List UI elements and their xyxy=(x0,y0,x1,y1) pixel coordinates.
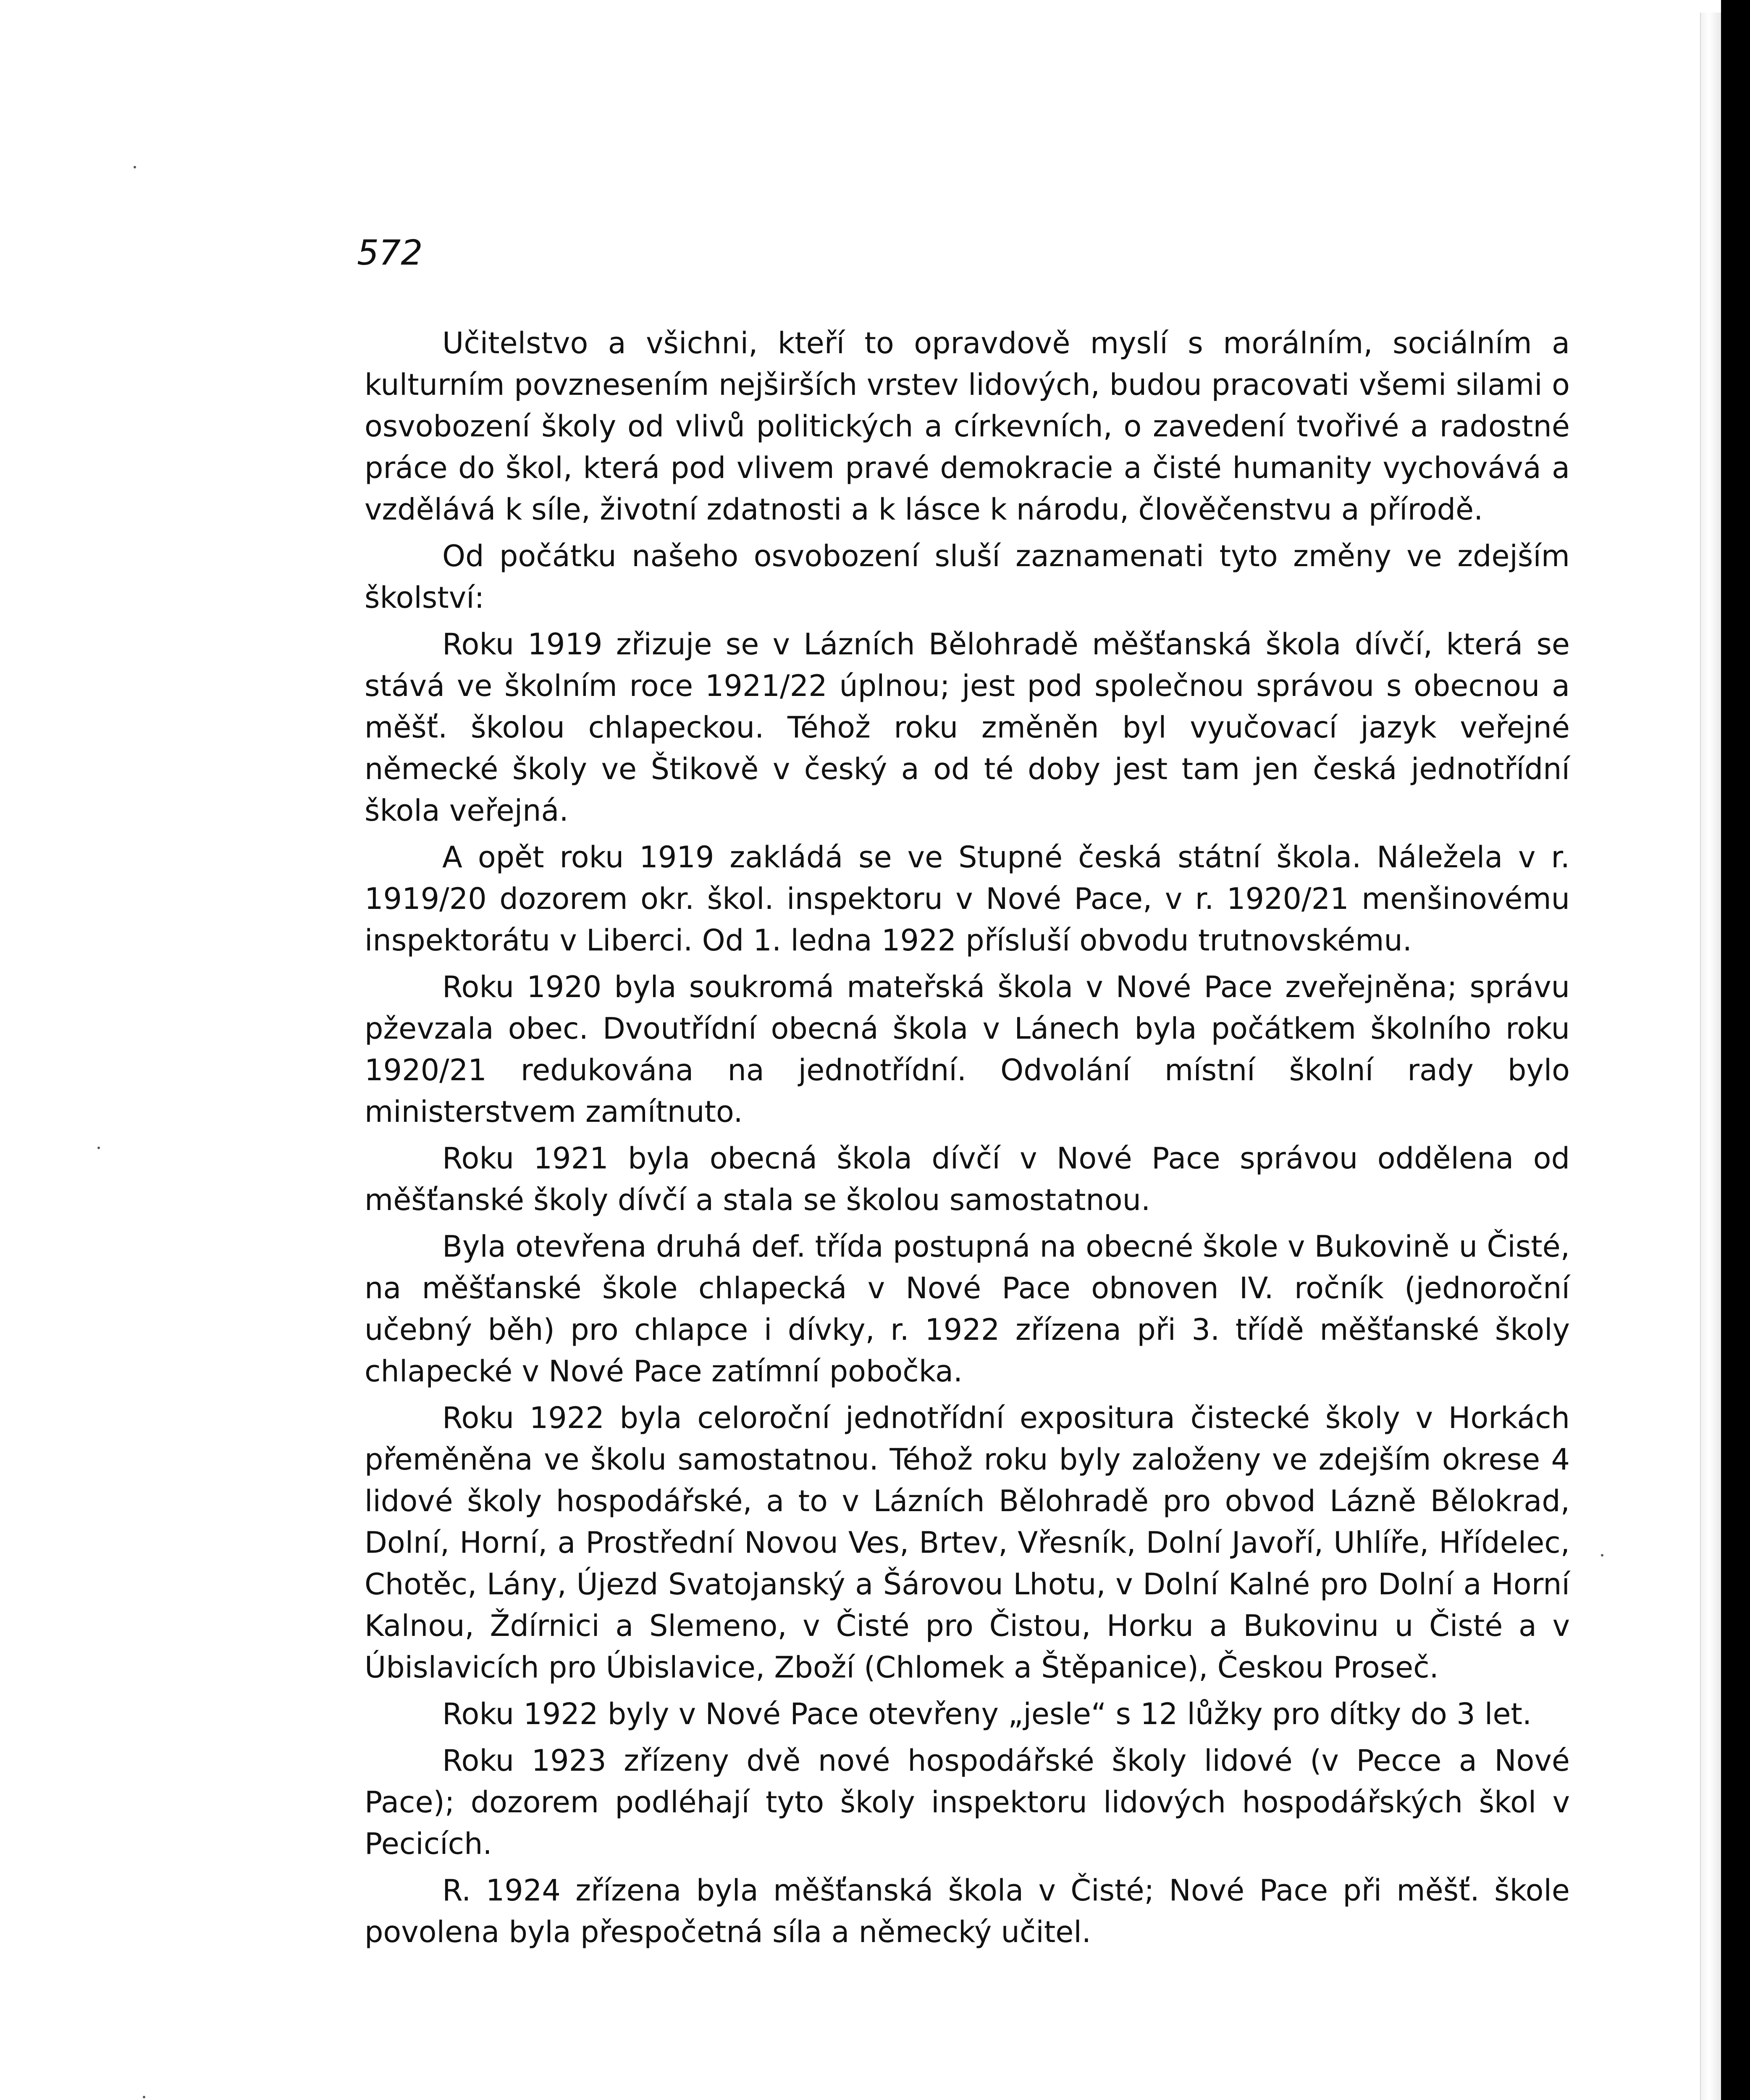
paragraph: Roku 1922 byla celoroční jednotřídní expositura čistecké školy v Horkách přeměněna ve školu samostatnou. Téhož roku byly založeny ve zdejším okrese 4 lidové školy hospodářské, a to v Lázních Bělohradě pro obvod Lázně Bělokrad, Dolní, Horní, a Prostřední Novou Ves, Brtev, Vřesník, Dolní Javoří, Uhlíře, Hřídelec, Chotěc, Lány, Újezd Svatojanský a Šárovou Lhotu, v Dolní Kalné pro Dolní a Horní Kalnou, Ždírnici a Slemeno, v Čisté pro Čistou, Horku a Bukovinu u Čisté a v Úbislavicích pro Úbislavice, Zboží (Chlomek a Štěpanice), Českou Proseč. xyxy=(365,1401,1570,1685)
page-number: 572 xyxy=(357,233,423,273)
paragraph: Roku 1920 byla soukromá mateřská škola v Nové Pace zveřejněna; správu pževzala obec. Dvoutřídní obecná škola v Lánech byla počátkem školního roku 1920/21 redukována na jednotřídní. Odvolání místní školní rady bylo ministerstvem zamítnuto. xyxy=(365,970,1570,1129)
paragraph: Roku 1922 byly v Nové Pace otevřeny „jesle“ s 12 lůžky pro dítky do 3 let. xyxy=(442,1697,1532,1731)
paragraph: Byla otevřena druhá def. třída postupná na obecné škole v Bukovině u Čisté, na měšťanské škole chlapecká v Nové Pace obnoven IV. ročník (jednoroční učebný běh) pro chlapce i dívky, r. 1922 zřízena při 3. třídě měšťanské školy chlapecké v Nové Pace zatímní pobočka. xyxy=(365,1229,1570,1389)
paragraph: A opět roku 1919 zakládá se ve Stupné česká státní škola. Náležela v r. 1919/20 dozorem okr. škol. inspektoru v Nové Pace, v r. 1920/21 menšinovému inspektorátu v Liberci. Od 1. ledna 1922 přísluší obvodu trutnovskému. xyxy=(365,840,1570,958)
paragraph: Učitelstvo a všichni, kteří to opravdově myslí s morálním, sociálním a kulturním povznesením nejširších vrstev lidových, budou pracovati všemi silami o osvobození školy od vlivů politických a církevních, o zavedení tvořivé a radostné práce do škol, která pod vlivem pravé demokracie a čisté humanity vychovává a vzdělává k síle, životní zdatnosti a k lásce k národu, člověčenstvu a přírodě. xyxy=(365,326,1570,527)
paragraph: Roku 1921 byla obecná škola dívčí v Nové Pace správou oddělena od měšťanské školy dívčí a stala se školou samostatnou. xyxy=(365,1141,1570,1217)
scan-speck xyxy=(97,1147,100,1149)
scan-speck xyxy=(134,166,136,168)
paragraph: R. 1924 zřízena byla měšťanská škola v Čisté; Nové Pace při měšť. škole povolena byla přespočetná síla a německý učitel. xyxy=(365,1873,1570,1949)
paragraph: Roku 1919 zřizuje se v Lázních Bělohradě měšťanská škola dívčí, která se stává ve školním roce 1921/22 úplnou; jest pod společnou správou s obecnou a měšť. školou chlapeckou. Téhož roku změněn byl vyučovací jazyk veřejné německé školy ve Štikově v český a od té doby jest tam jen česká jednotřídní škola veřejná. xyxy=(365,627,1570,828)
paragraph: Roku 1923 zřízeny dvě nové hospodářské školy lidové (v Pecce a Nové Pace); dozorem podléhají tyto školy inspektoru lidových hospodářských škol v Pecicích. xyxy=(365,1743,1570,1861)
body-text xyxy=(365,323,1570,1958)
scan-speck xyxy=(143,2096,145,2098)
paragraph: Od počátku našeho osvobození sluší zaznamenati tyto změny ve zdejším školství: xyxy=(365,539,1570,615)
page-edge xyxy=(1700,13,1721,2100)
scan-speck xyxy=(1601,1554,1603,1557)
